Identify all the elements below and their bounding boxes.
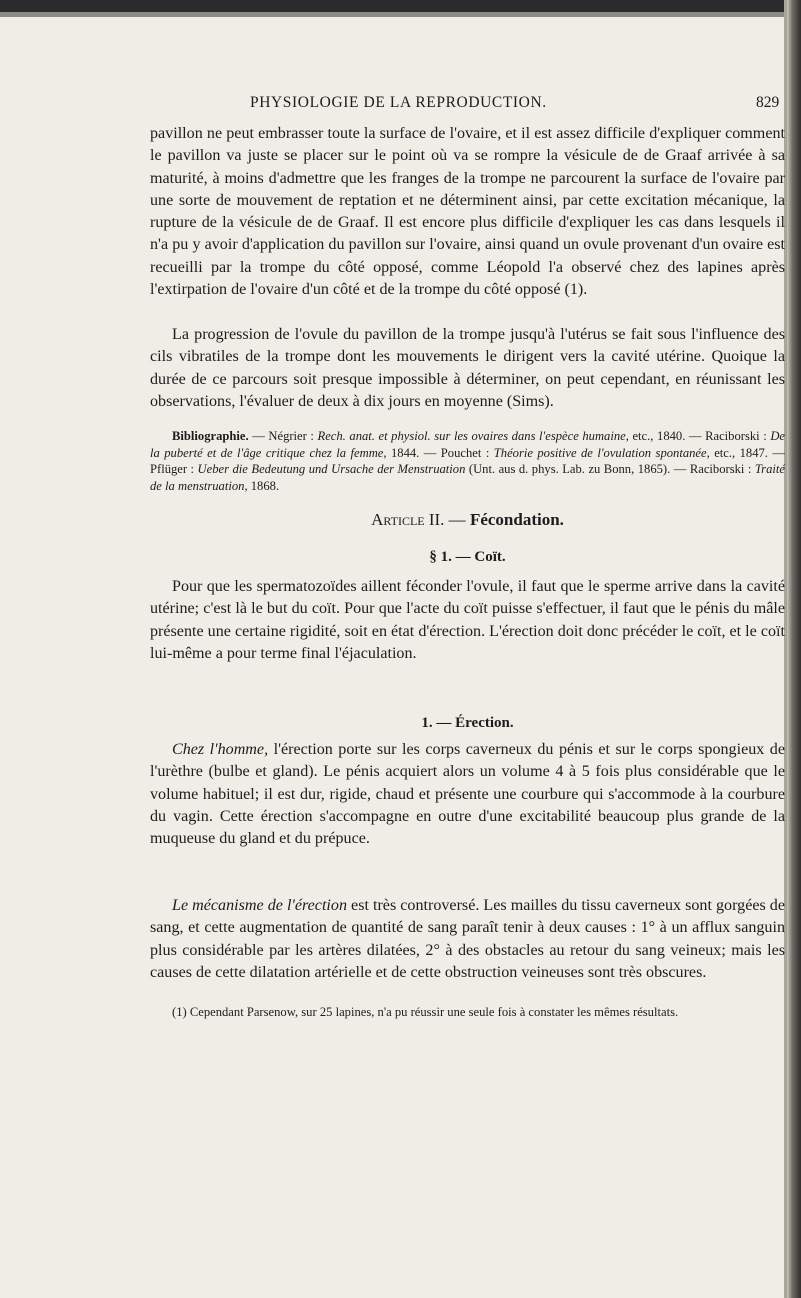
article-title: Fécondation.	[469, 510, 564, 529]
bibliography-text: , 1868.	[244, 478, 280, 493]
bibliography-title: Traité de la menstruation	[150, 462, 785, 493]
page-number: 829	[756, 94, 780, 111]
running-title: PHYSIOLOGIE DE LA REPRODUCTION.	[250, 94, 547, 111]
paragraph-coit: Pour que les spermatozoïdes aillent féconder l'ovule, il faut que le sperme arrive dans la cavité utérine; c'est là le but du coït. Pour que l'acte du coït puisse s'effectuer, il faut que le pénis du mâle présente une certaine rigidité, soit en état d'érection. L'érection doit donc précéder le coït, et le coït lui-même a pour terme final l'éjaculation.	[150, 578, 785, 662]
article-number: Article II. —	[371, 510, 470, 529]
subsection-heading: 1. — Érection.	[421, 715, 514, 731]
paragraph-body: est très controversé. Les mailles du tissu caverneux sont gorgées de sang, et cette augmentation de quantité de sang paraît tenir à deux causes : 1° à un afflux sanguin plus considérable par les artères dilatées, 2° à des obstacles au retour du sang veineux; mais les causes de cette dilatation artérielle et de cette obstruction veineuses sont très obscures.	[150, 897, 785, 981]
bibliography-text: , etc., 1840. — Raciborski :	[625, 429, 771, 443]
bibliography-text: — Négrier :	[248, 429, 318, 443]
bibliography-text: , 1844. — Pouchet :	[383, 445, 494, 460]
bibliography-title: Ueber die Bedeutung und Ursache der Menstruation	[197, 462, 466, 476]
running-head	[0, 94, 801, 116]
section-heading: § 1. — Coït.	[429, 549, 506, 565]
footnote: (1) Cependant Parsenow, sur 25 lapines, n'a pu réussir une seule fois à constater les mêmes résultats.	[172, 1005, 679, 1019]
paragraph-body: l'érection porte sur les corps caverneux du pénis et sur le corps spongieux de l'urèthre (bulbe et gland). Le pénis acquiert alors un volume 4 à 5 fois plus considérable que le volume habituel; il est dur, rigide, chaud et présente une courbure qui s'accommode à la courbure du vagin. Cette érection s'accompagne en outre d'une excitabilité beaucoup plus grande de la muqueuse du gland et du prépuce.	[150, 741, 785, 848]
bibliography-title: De la puberté et de l'âge critique chez la femme	[150, 429, 785, 460]
bibliography-label: Bibliographie.	[172, 429, 249, 443]
bibliography-title: Théorie positive de l'ovulation spontanée	[493, 445, 707, 460]
paragraph-pavillon: pavillon ne peut embrasser toute la surface de l'ovaire, et il est assez difficile d'expliquer comment le pavillon va juste se placer sur le point où va se rompre la vésicule de de Graaf arrivée à sa maturité, à moins d'admettre que les franges de la trompe ne parcourent la surface de l'ovaire par une sorte de mouvement de reptation et ne déterminent ainsi, par cette excitation mécanique, la rupture de la vésicule de de Graaf. Il est encore plus difficile d'expliquer les cas dans lesquels il n'a pu y avoir d'application du pavillon sur l'ovaire, ainsi quand un ovule provenant d'un ovaire est recueilli par la trompe du côté opposé, comme Léopold l'a observé chez des lapines après l'extirpation de l'ovaire d'un côté et de la trompe du côté opposé (1).	[150, 125, 785, 299]
bibliography-title: Rech. anat. et physiol. sur les ovaires dans l'espèce humaine	[317, 429, 626, 443]
paragraph-lead: Chez l'homme,	[172, 741, 269, 758]
paragraph-lead: Le mécanisme de l'érection	[172, 897, 347, 914]
paragraph-mecanisme	[150, 895, 785, 984]
paragraph-progression: La progression de l'ovule du pavillon de la trompe jusqu'à l'utérus se fait sous l'influence des cils vibratiles de la trompe dont les mouvements le dirigent vers la cavité utérine. Quoique la durée de ce parcours soit presque impossible à déterminer, on peut cependant, en réunissant les observations, l'évaluer de deux à dix jours en moyenne (Sims).	[150, 326, 785, 410]
article-heading	[150, 509, 785, 531]
bibliography	[150, 428, 785, 494]
bibliography-text: , etc., 1847. — Pflüger :	[150, 445, 785, 476]
paragraph-erection	[150, 739, 785, 850]
bibliography-text: (Unt. aus d. phys. Lab. zu Bonn, 1865). — Raciborski :	[465, 462, 755, 476]
